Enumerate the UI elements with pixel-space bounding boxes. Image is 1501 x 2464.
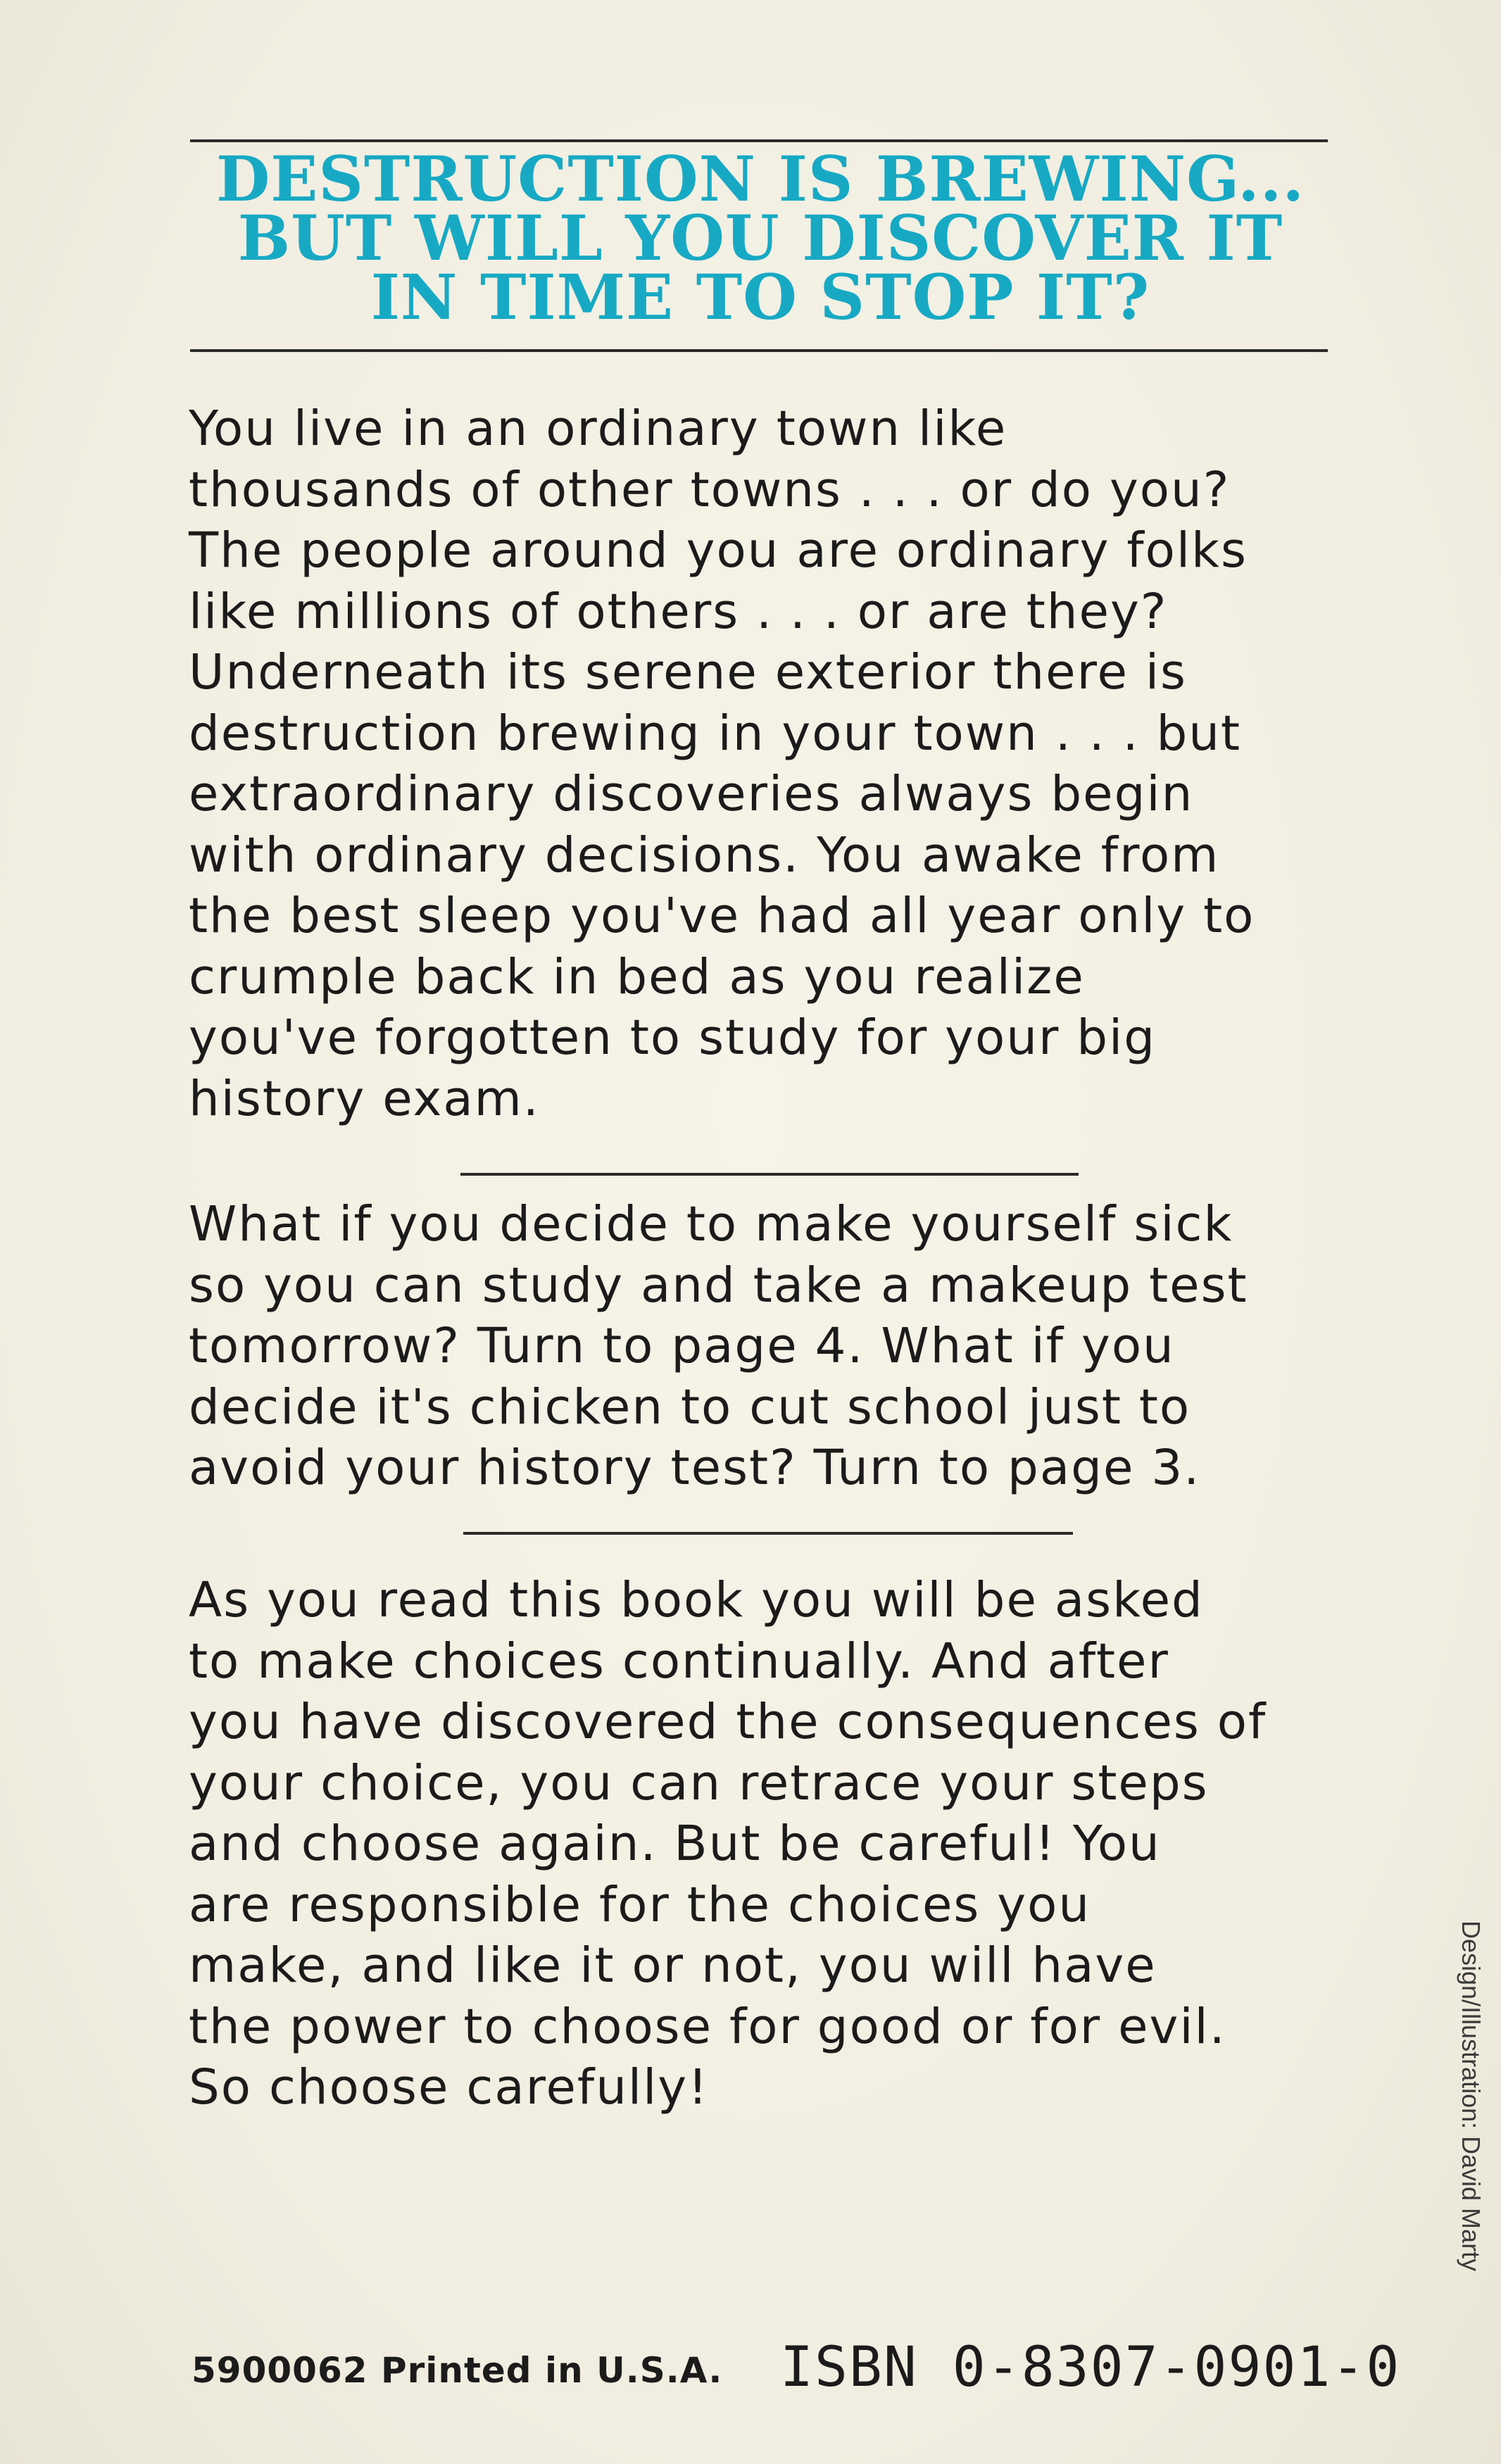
text-line: avoid your history test? Turn to page 3. <box>189 1440 1201 1496</box>
printed-in-usa: 5900062 Printed in U.S.A. <box>191 2350 723 2391</box>
text-line: you have discovered the consequences of <box>189 1694 1267 1750</box>
text-line: Underneath its serene exterior there is <box>189 644 1187 700</box>
text-line: history exam. <box>189 1070 540 1127</box>
text-line: thousands of other towns . . . or do you? <box>189 461 1231 518</box>
text-line: the power to choose for good or for evil. <box>189 1998 1226 2055</box>
choices-paragraph <box>189 1194 1343 1499</box>
text-line: The people around you are ordinary folks <box>189 522 1248 579</box>
text-line: As you read this book you will be asked <box>189 1572 1204 1628</box>
text-line: and choose again. But be careful! You <box>189 1816 1161 1872</box>
text-line: the best sleep you've had all year only to <box>189 888 1255 944</box>
text-line: you've forgotten to study for your big <box>189 1010 1157 1066</box>
text-line: What if you decide to make yourself sick <box>189 1196 1233 1252</box>
text-line: are responsible for the choices you <box>189 1876 1091 1933</box>
text-line: like millions of others . . . or are they? <box>189 583 1168 640</box>
section-divider <box>460 1173 1079 1176</box>
text-line: crumple back in bed as you realize <box>189 948 1085 1005</box>
isbn: ISBN 0-8307-0901-0 <box>780 2336 1401 2399</box>
intro-paragraph <box>189 398 1343 1129</box>
headline-line: IN TIME TO STOP IT? <box>370 260 1150 334</box>
text-line: tomorrow? Turn to page 4. What if you <box>189 1318 1175 1374</box>
design-credit: Design/Illustration: David Marty <box>1457 1921 1486 2272</box>
text-line: with ordinary decisions. You awake from <box>189 826 1220 884</box>
text-line: So choose carefully! <box>189 2059 709 2116</box>
section-divider <box>463 1532 1073 1535</box>
headline-bottom-rule <box>190 349 1328 352</box>
text-line: to make choices continually. And after <box>189 1633 1169 1690</box>
text-line: extraordinary discoveries always begin <box>189 766 1194 822</box>
text-line: so you can study and take a makeup test <box>189 1257 1248 1314</box>
headline-line: DESTRUCTION IS BREWING... <box>215 142 1305 215</box>
text-line: You live in an ordinary town like <box>189 401 1007 457</box>
headline <box>190 142 1331 334</box>
text-line: make, and like it or not, you will have <box>189 1937 1157 1994</box>
text-line: your choice, you can retrace your steps <box>189 1754 1209 1811</box>
headline-line: BUT WILL YOU DISCOVER IT <box>237 201 1283 275</box>
text-line: decide it's chicken to cut school just to <box>189 1378 1191 1435</box>
text-line: destruction brewing in your town . . . but <box>189 705 1242 762</box>
instructions-paragraph <box>189 1570 1343 2118</box>
